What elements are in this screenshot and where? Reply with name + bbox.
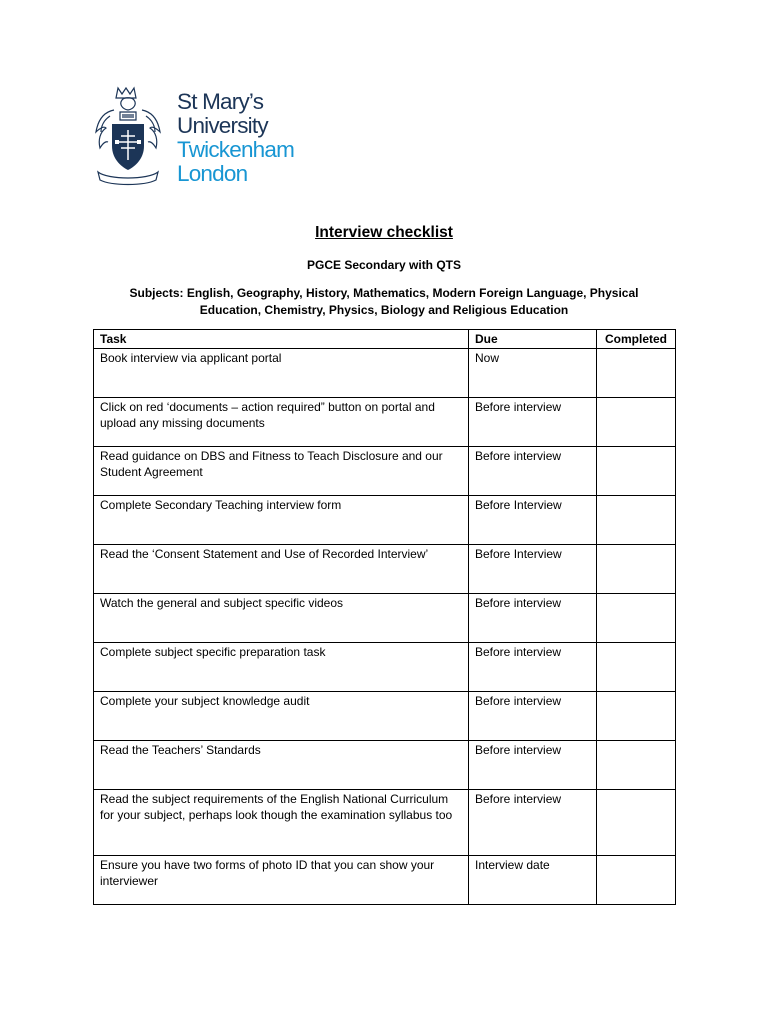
completed-cell xyxy=(597,856,676,905)
completed-cell xyxy=(597,643,676,692)
logo-line-3: Twickenham xyxy=(177,137,295,162)
page-subtitle: PGCE Secondary with QTS xyxy=(306,258,462,272)
completed-cell xyxy=(597,447,676,496)
due-cell: Before interview xyxy=(469,594,597,643)
header-completed: Completed xyxy=(597,330,676,349)
completed-cell xyxy=(597,741,676,790)
due-cell: Before Interview xyxy=(469,545,597,594)
due-cell: Before interview xyxy=(469,447,597,496)
header-task: Task xyxy=(94,330,469,349)
subjects-list: Subjects: English, Geography, History, Mathematics, Modern Foreign Language, Physical Education, Chemistry, Physics, Biology and Religious Education xyxy=(129,286,639,317)
header-due: Due xyxy=(469,330,597,349)
task-cell: Read the ‘Consent Statement and Use of Recorded Interview’ xyxy=(94,545,469,594)
task-cell: Complete Secondary Teaching interview form xyxy=(94,496,469,545)
page-title: Interview checklist xyxy=(315,224,453,241)
completed-cell xyxy=(597,545,676,594)
task-cell: Book interview via applicant portal xyxy=(94,349,469,398)
completed-cell xyxy=(597,496,676,545)
logo-line-2: University xyxy=(177,113,268,138)
task-cell: Complete subject specific preparation task xyxy=(94,643,469,692)
table-row xyxy=(94,856,676,905)
due-cell: Before interview xyxy=(469,692,597,741)
due-cell: Before interview xyxy=(469,741,597,790)
due-cell: Before interview xyxy=(469,643,597,692)
table-row xyxy=(94,692,676,741)
interview-checklist-table xyxy=(93,329,676,905)
due-cell: Before interview xyxy=(469,398,597,447)
completed-cell xyxy=(597,349,676,398)
table-row xyxy=(94,790,676,856)
completed-cell xyxy=(597,692,676,741)
university-logo xyxy=(92,84,307,190)
task-cell: Watch the general and subject specific videos xyxy=(94,594,469,643)
table-row xyxy=(94,643,676,692)
due-cell: Before Interview xyxy=(469,496,597,545)
crest-icon xyxy=(92,84,164,188)
due-cell: Interview date xyxy=(469,856,597,905)
logo-line-4: London xyxy=(177,161,248,186)
table-row xyxy=(94,496,676,545)
table-row xyxy=(94,594,676,643)
table-row xyxy=(94,398,676,447)
table-row xyxy=(94,349,676,398)
logo-wordmark xyxy=(177,90,294,186)
task-cell: Click on red ‘documents – action required” button on portal and upload any missing documents xyxy=(94,398,469,447)
task-cell: Read the subject requirements of the English National Curriculum for your subject, perhaps look though the examination syllabus too xyxy=(94,790,469,856)
completed-cell xyxy=(597,790,676,856)
due-cell: Before interview xyxy=(469,790,597,856)
completed-cell xyxy=(597,594,676,643)
logo-line-1: St Mary’s xyxy=(177,89,264,114)
task-cell: Read the Teachers’ Standards xyxy=(94,741,469,790)
due-cell: Now xyxy=(469,349,597,398)
completed-cell xyxy=(597,398,676,447)
table-row xyxy=(94,447,676,496)
task-cell: Ensure you have two forms of photo ID that you can show your interviewer xyxy=(94,856,469,905)
table-header-row xyxy=(94,330,676,349)
table-row xyxy=(94,741,676,790)
task-cell: Read guidance on DBS and Fitness to Teach Disclosure and our Student Agreement xyxy=(94,447,469,496)
table-row xyxy=(94,545,676,594)
task-cell: Complete your subject knowledge audit xyxy=(94,692,469,741)
